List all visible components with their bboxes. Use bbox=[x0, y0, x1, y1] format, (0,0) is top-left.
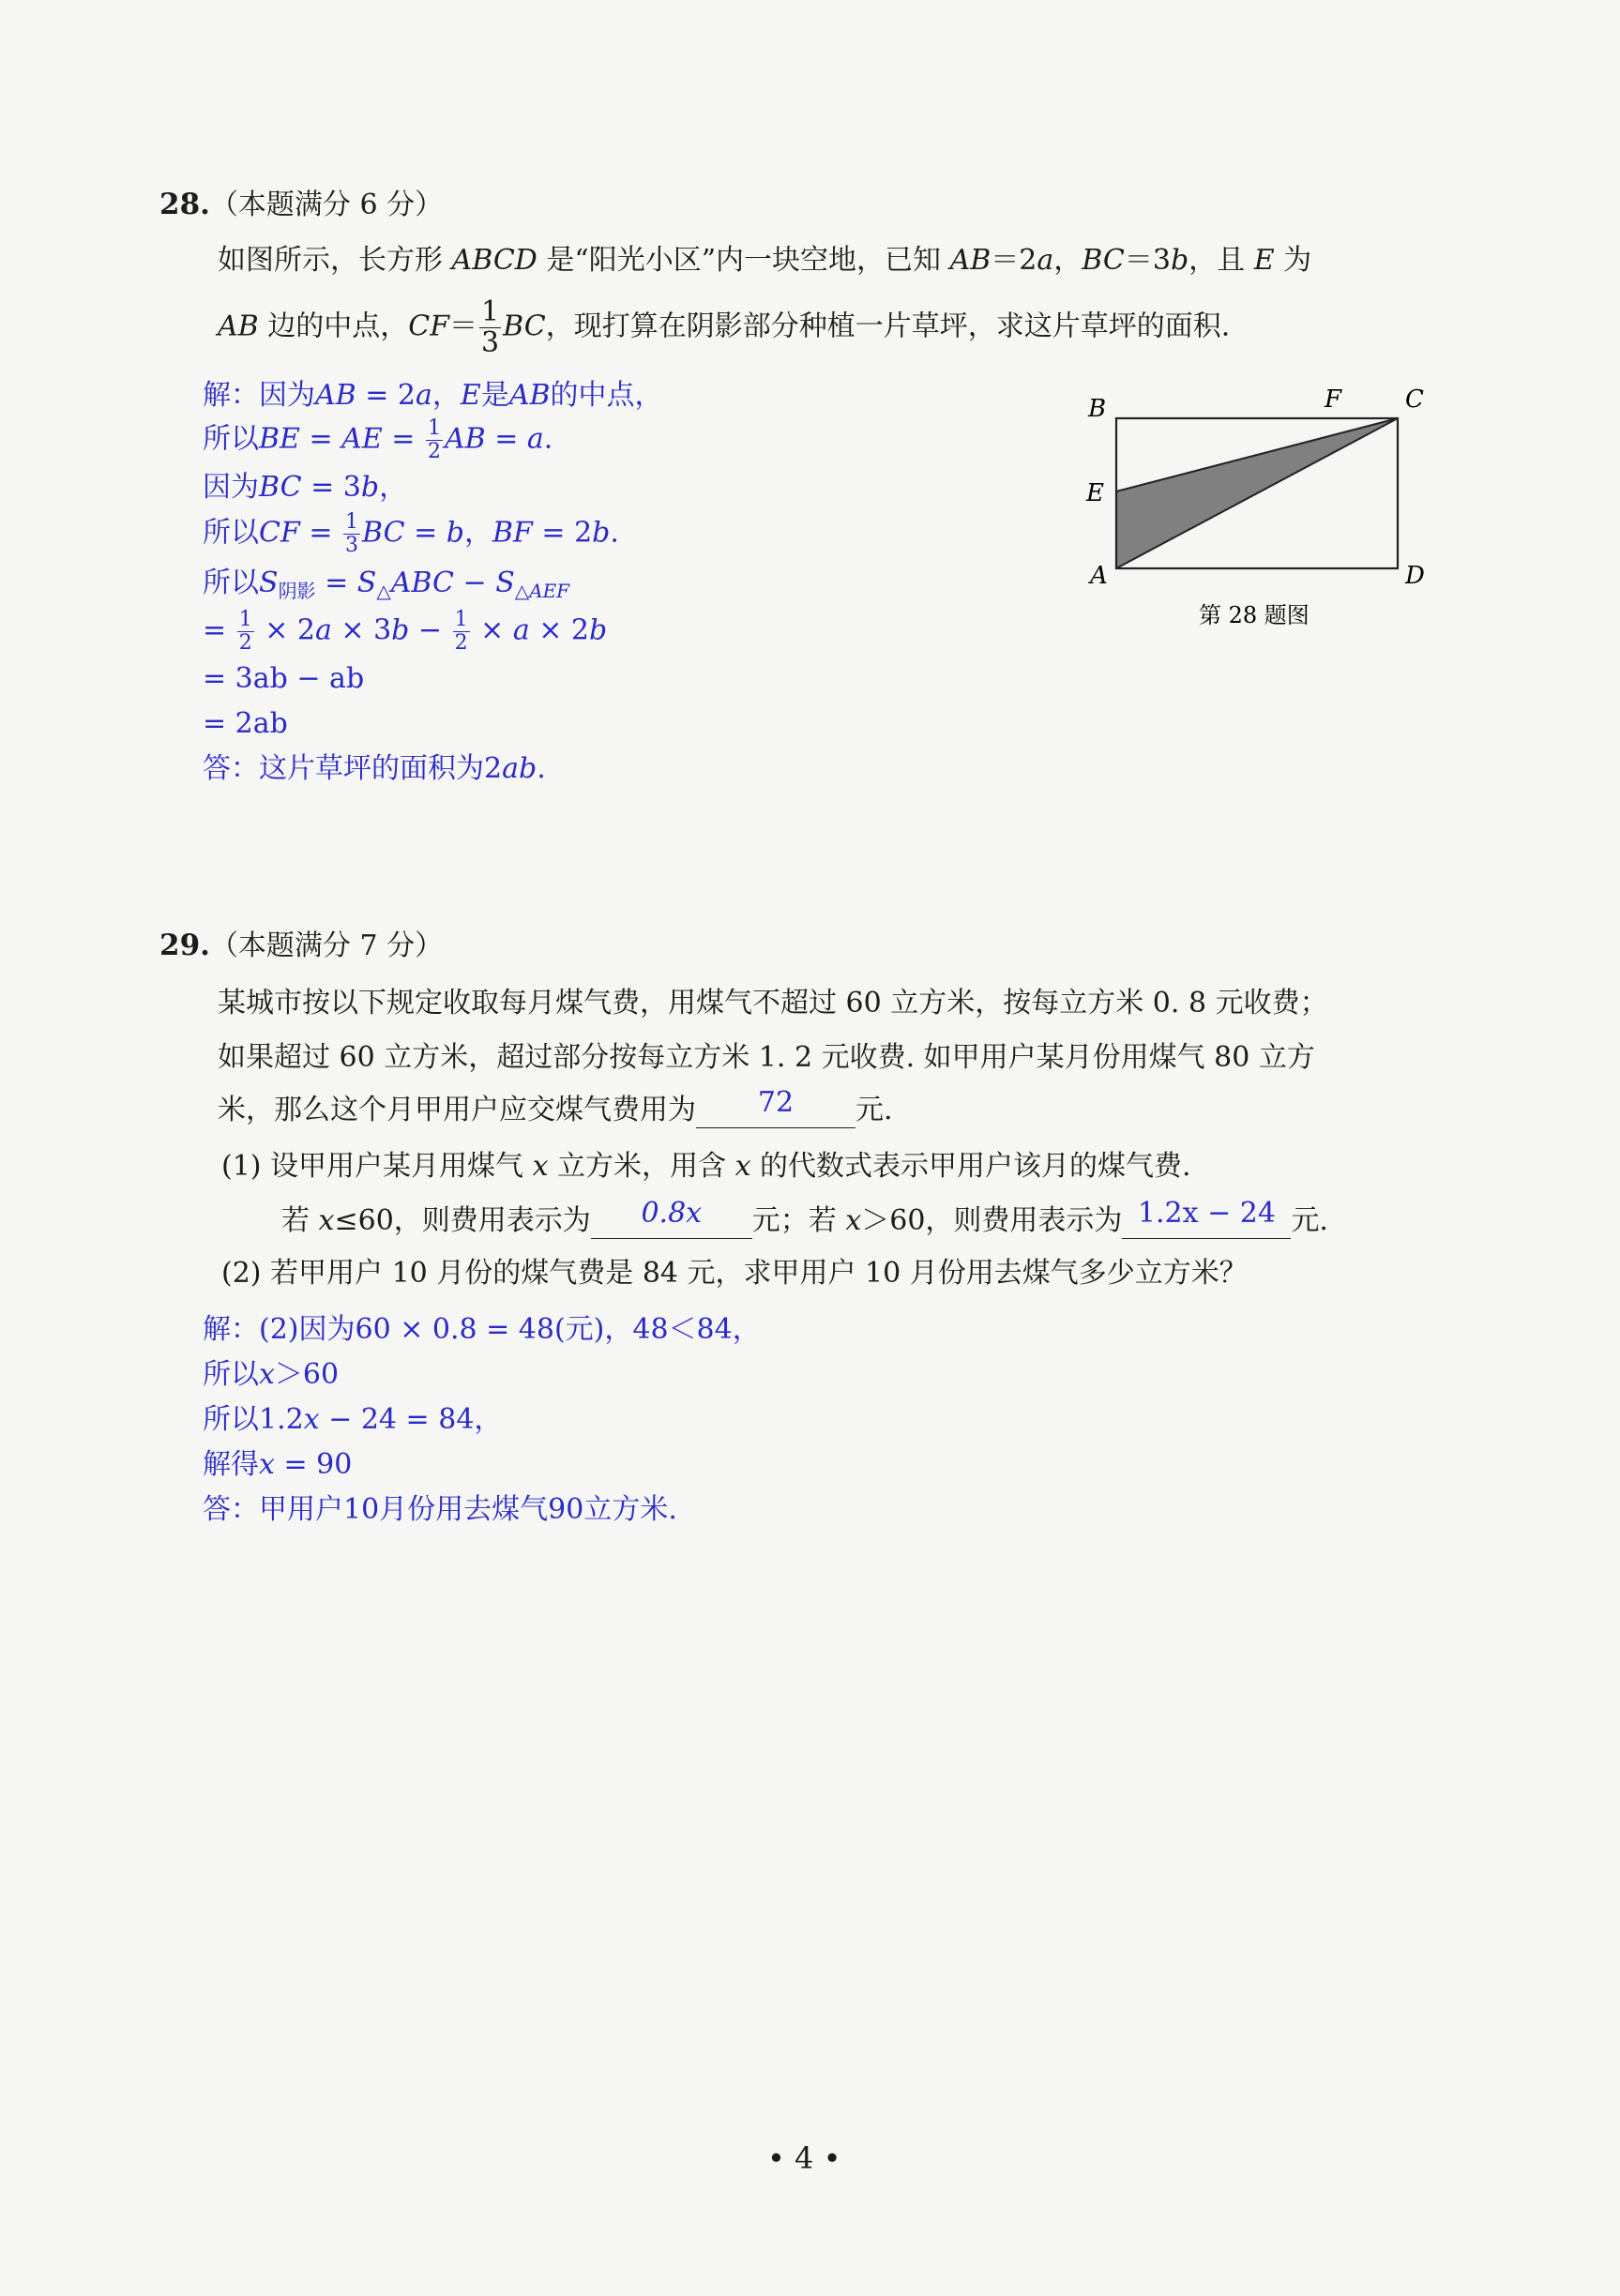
q29-part1-line2: 若 x≤60，则费用表示为 0.8x 元；若 x＞60，则费用表示为 1.2x − 24 元. bbox=[281, 1197, 1328, 1237]
q29-number: 29. bbox=[159, 929, 210, 962]
q28-solution-line5: 所以$S_{阴影} = S_\triangle ABC - S_{\triangle AEF}$ bbox=[203, 566, 570, 602]
answer-blank-1[interactable]: 72 bbox=[696, 1094, 855, 1128]
label-d: D bbox=[1405, 562, 1425, 590]
q29-part2: (2) 若甲用户 10 月份的煤气费是 84 元，求甲用户 10 月份用去煤气多少立方米？ bbox=[221, 1257, 1248, 1290]
q29-solution-answer: 答：甲用户10月份用去煤气90立方米. bbox=[203, 1493, 677, 1526]
q29-text-line2: 如果超过 60 立方米，超过部分按每立方米 1. 2 元收费. 如甲用户某月份用煤气 80 立方 bbox=[218, 1041, 1315, 1074]
q28-text-line2: AB 边的中点，CF＝ $\frac{1}{3}$ BC，现打算在阴影部分种植一片草坪，求这片草坪的面积. bbox=[218, 295, 1231, 359]
q28-number: 28. bbox=[159, 188, 210, 221]
q29-solution-line1: 解：(2)因为60 × 0.8 = 48(元)，48＜84， bbox=[203, 1313, 761, 1346]
q28-figure bbox=[1079, 383, 1454, 636]
label-c: C bbox=[1405, 385, 1424, 414]
q28-solution-line8: = 2ab bbox=[203, 707, 288, 740]
label-a: A bbox=[1090, 562, 1108, 590]
q29-text-line1: 某城市按以下规定收取每月煤气费，用煤气不超过 60 立方米，按每立方米 0. 8 元收费； bbox=[218, 987, 1328, 1020]
fraction-one-third: $\frac{1}{3}$ bbox=[481, 295, 500, 359]
q29-header bbox=[159, 929, 443, 963]
q29-solution-line2: 所以x＞60 bbox=[203, 1358, 340, 1391]
q28-header bbox=[159, 188, 443, 222]
label-e: E bbox=[1086, 479, 1104, 507]
q29-part1-line1: (1) 设甲用户某月用煤气 x 立方米，用含 x 的代数式表示甲用户该月的煤气费. bbox=[221, 1150, 1191, 1183]
q28-solution-line2: 所以BE = AE = $\frac{1}{2}$ AB = a. bbox=[203, 416, 553, 463]
label-b: B bbox=[1088, 395, 1107, 423]
answer-blank-3[interactable]: 1.2x − 24 bbox=[1122, 1204, 1291, 1239]
q29-text-line3: 米，那么这个月甲用户应交煤气费用为 72 元. bbox=[218, 1086, 893, 1126]
answer-blank-2[interactable]: 0.8x bbox=[591, 1204, 752, 1239]
q28-solution-line1: 解：因为AB = 2a，E是AB的中点， bbox=[203, 379, 663, 412]
q28-solution-line6: = $\frac{1}{2}$ × 2a × 3b − $\frac{1}{2}$ × a × 2b bbox=[203, 608, 608, 655]
label-f: F bbox=[1325, 385, 1342, 414]
q29-score: （本题满分 7 分） bbox=[209, 929, 444, 962]
q29-solution-line4: 解得x = 90 bbox=[203, 1448, 353, 1481]
figure-caption: 第 28 题图 bbox=[1199, 602, 1310, 628]
q28-solution-line3: 因为BC = 3b， bbox=[203, 471, 408, 504]
q28-text-line1: 如图所示，长方形 ABCD 是“阳光小区”内一块空地，已知 AB＝2a，BC＝3b，且 E 为 bbox=[218, 244, 1312, 277]
q28-score: （本题满分 6 分） bbox=[209, 189, 444, 221]
q28-solution-line4: 所以CF = $\frac{1}{3}$ BC = b，BF = 2b. bbox=[203, 510, 619, 557]
q28-solution-answer: 答：这片草坪的面积为2ab. bbox=[203, 752, 546, 785]
q29-solution-line3: 所以1.2x − 24 = 84， bbox=[203, 1403, 503, 1436]
q28-solution-line7: = 3ab − ab bbox=[203, 662, 365, 695]
page-number: • 4 • bbox=[767, 2140, 841, 2176]
